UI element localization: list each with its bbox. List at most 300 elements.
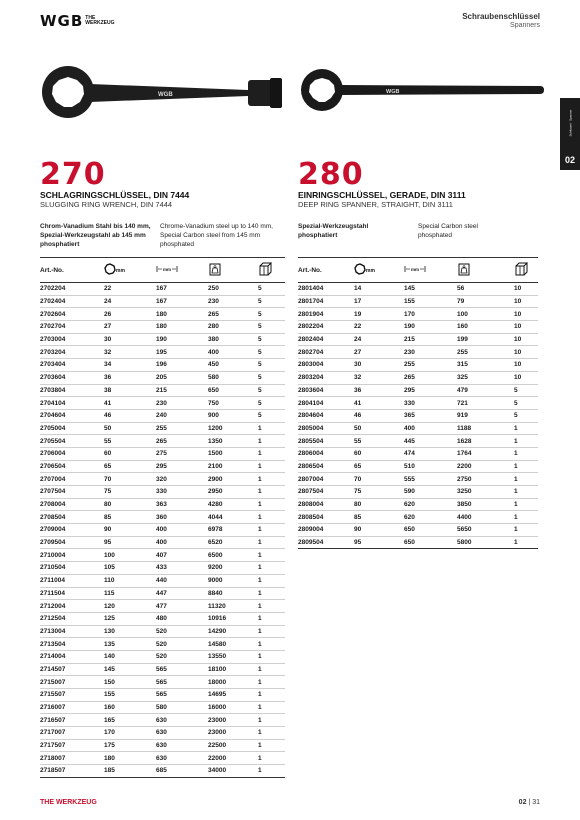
- table-cell: 474: [404, 447, 457, 460]
- col-art-no: Art.-No.: [40, 258, 104, 283]
- table-cell: 433: [156, 562, 208, 575]
- table-row: [298, 295, 538, 308]
- table-cell: 5: [258, 333, 285, 346]
- table-cell: 363: [156, 498, 208, 511]
- table-row: [40, 600, 285, 613]
- table-cell: 5: [258, 371, 285, 384]
- table-cell: 100: [457, 308, 514, 321]
- table-row: [40, 562, 285, 575]
- table-cell: 135: [104, 638, 156, 651]
- table-cell: 1: [258, 714, 285, 727]
- footer-page: 31: [532, 799, 540, 806]
- product-subtitle-270: SLUGGING RING WRENCH, DIN 7444: [40, 200, 173, 209]
- table-cell: 230: [208, 295, 258, 308]
- table-cell: 5: [258, 295, 285, 308]
- table-cell: 145: [104, 663, 156, 676]
- col-weight: [457, 258, 514, 283]
- table-cell: 2703804: [40, 384, 104, 397]
- table-cell: 1: [258, 486, 285, 499]
- table-cell: 6978: [208, 524, 258, 537]
- table-cell: 580: [208, 371, 258, 384]
- table-cell: 275: [156, 447, 208, 460]
- table-cell: 590: [404, 486, 457, 499]
- table-cell: 1: [258, 638, 285, 651]
- table-cell: 5: [514, 384, 538, 397]
- table-cell: 295: [404, 384, 457, 397]
- table-row: [40, 587, 285, 600]
- table-cell: 1: [258, 689, 285, 702]
- table-cell: 2717507: [40, 739, 104, 752]
- table-cell: 27: [104, 321, 156, 334]
- table-cell: 46: [104, 409, 156, 422]
- package-icon: [514, 262, 530, 276]
- table-cell: 250: [208, 283, 258, 296]
- table-cell: 2703404: [40, 359, 104, 372]
- col-ring-size: [354, 258, 404, 283]
- table-cell: 5: [258, 308, 285, 321]
- table-cell: 17: [354, 295, 404, 308]
- table-cell: 80: [354, 498, 404, 511]
- col-package: [514, 258, 538, 283]
- table-cell: 360: [156, 511, 208, 524]
- table-cell: 50: [104, 422, 156, 435]
- table-cell: 2805004: [298, 422, 354, 435]
- table-cell: 255: [156, 422, 208, 435]
- table-cell: 2711504: [40, 587, 104, 600]
- table-cell: 155: [404, 295, 457, 308]
- table-cell: 1: [514, 460, 538, 473]
- table-cell: 315: [457, 359, 514, 372]
- table-cell: 3850: [457, 498, 514, 511]
- table-cell: 480: [156, 612, 208, 625]
- table-cell: 1: [258, 460, 285, 473]
- table-row: [40, 422, 285, 435]
- table-row: [40, 574, 285, 587]
- table-cell: 330: [156, 486, 208, 499]
- table-row: [40, 460, 285, 473]
- table-cell: 1: [514, 435, 538, 448]
- table-cell: 1: [514, 422, 538, 435]
- chapter-tab: [560, 98, 580, 170]
- product-title-280: EINRINGSCHLÜSSEL, GERADE, DIN 3111: [298, 190, 466, 200]
- table-cell: 1: [258, 562, 285, 575]
- footer-separator: |: [528, 799, 531, 806]
- package-icon: [258, 262, 274, 276]
- table-cell: 10: [514, 333, 538, 346]
- footer-section: 02: [518, 799, 527, 806]
- table-cell: 5: [258, 283, 285, 296]
- table-cell: 3250: [457, 486, 514, 499]
- table-cell: 175: [104, 739, 156, 752]
- table-cell: 2807004: [298, 473, 354, 486]
- table-row: [298, 397, 538, 410]
- table-cell: 4400: [457, 511, 514, 524]
- table-cell: 85: [354, 511, 404, 524]
- table-cell: 9200: [208, 562, 258, 575]
- table-cell: 1: [258, 473, 285, 486]
- table-header-row: [40, 258, 285, 283]
- table-row: [40, 333, 285, 346]
- table-row: [298, 371, 538, 384]
- table-row: [40, 511, 285, 524]
- svg-text:mm: mm: [116, 268, 125, 274]
- table-row: [40, 676, 285, 689]
- table-cell: 2804604: [298, 409, 354, 422]
- table-cell: 2707504: [40, 486, 104, 499]
- table-cell: 50: [354, 422, 404, 435]
- length-icon: [156, 264, 178, 274]
- table-cell: 445: [404, 435, 457, 448]
- table-cell: 2705504: [40, 435, 104, 448]
- table-cell: 14290: [208, 625, 258, 638]
- table-cell: 170: [104, 727, 156, 740]
- wrench-brand-label: WGB: [158, 92, 173, 98]
- table-cell: 195: [156, 346, 208, 359]
- table-cell: 2716507: [40, 714, 104, 727]
- table-cell: 440: [156, 574, 208, 587]
- table-cell: 90: [104, 524, 156, 537]
- table-row: [40, 409, 285, 422]
- table-cell: 215: [404, 333, 457, 346]
- table-cell: 10: [514, 371, 538, 384]
- table-cell: 65: [354, 460, 404, 473]
- table-cell: 10: [514, 308, 538, 321]
- table-cell: 630: [156, 752, 208, 765]
- table-cell: 95: [354, 536, 404, 549]
- table-cell: 5800: [457, 536, 514, 549]
- table-cell: 1: [258, 701, 285, 714]
- table-row: [298, 536, 538, 549]
- table-cell: 620: [404, 498, 457, 511]
- table-cell: 190: [156, 333, 208, 346]
- table-cell: 1: [258, 625, 285, 638]
- deep-ring-spanner-image: [296, 62, 546, 122]
- table-cell: 2718007: [40, 752, 104, 765]
- table-cell: 2717007: [40, 727, 104, 740]
- table-cell: 400: [208, 346, 258, 359]
- table-cell: 919: [457, 409, 514, 422]
- table-cell: 1: [258, 587, 285, 600]
- table-cell: 330: [404, 397, 457, 410]
- table-cell: 2710504: [40, 562, 104, 575]
- table-cell: 10: [514, 283, 538, 296]
- table-cell: 24: [354, 333, 404, 346]
- table-cell: 180: [156, 321, 208, 334]
- table-body-280: [298, 283, 538, 549]
- product-desc-de-280: Spezial-Werkzeugstahl phosphatiert: [298, 223, 369, 239]
- table-cell: 565: [156, 676, 208, 689]
- table-row: [40, 650, 285, 663]
- table-cell: 5: [258, 359, 285, 372]
- table-cell: 1: [514, 447, 538, 460]
- table-cell: 36: [104, 371, 156, 384]
- table-cell: 60: [104, 447, 156, 460]
- table-cell: 11320: [208, 600, 258, 613]
- table-row: [40, 524, 285, 537]
- table-cell: 2712504: [40, 612, 104, 625]
- table-cell: 265: [156, 435, 208, 448]
- table-cell: 140: [104, 650, 156, 663]
- product-number-280: 280: [298, 157, 364, 192]
- table-cell: 1: [258, 498, 285, 511]
- table-cell: 555: [404, 473, 457, 486]
- length-icon: [404, 264, 426, 274]
- col-weight: [208, 258, 258, 283]
- table-cell: 2702704: [40, 321, 104, 334]
- table-row: [40, 625, 285, 638]
- table-cell: 4044: [208, 511, 258, 524]
- table-cell: 265: [208, 308, 258, 321]
- table-cell: 520: [156, 625, 208, 638]
- table-cell: 1: [514, 498, 538, 511]
- table-cell: 1: [514, 486, 538, 499]
- table-cell: 10: [514, 346, 538, 359]
- table-row: [40, 549, 285, 562]
- table-cell: 2804104: [298, 397, 354, 410]
- weight-icon: [208, 262, 222, 276]
- table-cell: 240: [156, 409, 208, 422]
- table-cell: 90: [354, 524, 404, 537]
- chapter-number: 02: [564, 155, 575, 165]
- table-cell: 2809504: [298, 536, 354, 549]
- table-cell: 1: [258, 574, 285, 587]
- table-cell: 14: [354, 283, 404, 296]
- table-row: [40, 359, 285, 372]
- table-row: [298, 409, 538, 422]
- table-row: [40, 727, 285, 740]
- table-cell: 2702404: [40, 295, 104, 308]
- table-cell: 23000: [208, 714, 258, 727]
- table-row: [40, 371, 285, 384]
- table-row: [40, 308, 285, 321]
- table-cell: 18000: [208, 676, 258, 689]
- table-cell: 155: [104, 689, 156, 702]
- table-cell: 36: [354, 384, 404, 397]
- table-cell: 22500: [208, 739, 258, 752]
- table-row: [40, 663, 285, 676]
- table-row: [298, 422, 538, 435]
- table-cell: 5: [514, 409, 538, 422]
- table-cell: 110: [104, 574, 156, 587]
- table-cell: 2708504: [40, 511, 104, 524]
- table-cell: 160: [104, 701, 156, 714]
- spanner-brand-label: WGB: [386, 89, 400, 95]
- table-cell: 2705004: [40, 422, 104, 435]
- table-cell: 1: [258, 727, 285, 740]
- logo-sub-line-1: THE: [85, 15, 96, 21]
- table-cell: 5: [258, 346, 285, 359]
- table-cell: 215: [156, 384, 208, 397]
- table-cell: 1: [258, 739, 285, 752]
- table-cell: 721: [457, 397, 514, 410]
- table-cell: 520: [156, 650, 208, 663]
- table-cell: 75: [104, 486, 156, 499]
- table-cell: 41: [354, 397, 404, 410]
- col-ring-size: [104, 258, 156, 283]
- table-row: [40, 765, 285, 778]
- table-cell: 170: [404, 308, 457, 321]
- table-cell: 19: [354, 308, 404, 321]
- table-cell: 10: [514, 295, 538, 308]
- table-cell: 1188: [457, 422, 514, 435]
- table-cell: 70: [104, 473, 156, 486]
- table-row: [40, 295, 285, 308]
- table-cell: 1: [258, 752, 285, 765]
- table-cell: 2808004: [298, 498, 354, 511]
- table-row: [40, 689, 285, 702]
- table-cell: 2900: [208, 473, 258, 486]
- table-cell: 95: [104, 536, 156, 549]
- table-cell: 900: [208, 409, 258, 422]
- product-subtitle-280: DEEP RING SPANNER, STRAIGHT, DIN 3111: [298, 200, 453, 209]
- table-cell: 1: [514, 473, 538, 486]
- table-cell: 150: [104, 676, 156, 689]
- table-cell: 70: [354, 473, 404, 486]
- table-cell: 2802404: [298, 333, 354, 346]
- table-cell: 1: [258, 447, 285, 460]
- table-row: [40, 714, 285, 727]
- table-cell: 2715007: [40, 676, 104, 689]
- table-row: [298, 435, 538, 448]
- table-row: [40, 638, 285, 651]
- table-cell: 2704604: [40, 409, 104, 422]
- spec-table-270: [40, 257, 285, 778]
- logo-subtext: [85, 16, 114, 26]
- table-cell: 55: [104, 435, 156, 448]
- table-cell: 1: [258, 524, 285, 537]
- table-cell: 1: [514, 524, 538, 537]
- page-number: [519, 799, 540, 806]
- ring-size-icon: [104, 263, 126, 275]
- table-cell: 1: [514, 536, 538, 549]
- table-cell: 1200: [208, 422, 258, 435]
- table-cell: 199: [457, 333, 514, 346]
- table-cell: 2718507: [40, 765, 104, 778]
- table-row: [298, 486, 538, 499]
- table-cell: 2803604: [298, 384, 354, 397]
- table-cell: 10916: [208, 612, 258, 625]
- logo-mark: WGB: [40, 12, 84, 30]
- table-cell: 1350: [208, 435, 258, 448]
- svg-text:mm: mm: [163, 267, 172, 272]
- table-cell: 4280: [208, 498, 258, 511]
- product-title-270: SCHLAGRINGSCHLÜSSEL, DIN 7444: [40, 190, 190, 200]
- table-cell: 2806504: [298, 460, 354, 473]
- table-cell: 5: [514, 397, 538, 410]
- table-row: [40, 498, 285, 511]
- table-row: [298, 359, 538, 372]
- col-art-no: Art.-No.: [298, 258, 354, 283]
- table-cell: 165: [104, 714, 156, 727]
- table-cell: 115: [104, 587, 156, 600]
- table-cell: 26: [104, 308, 156, 321]
- table-cell: 580: [156, 701, 208, 714]
- table-cell: 2801404: [298, 283, 354, 296]
- ring-size-icon: [354, 263, 376, 275]
- table-cell: 650: [404, 536, 457, 549]
- table-cell: 1: [258, 536, 285, 549]
- table-cell: 2200: [457, 460, 514, 473]
- table-cell: 407: [156, 549, 208, 562]
- table-cell: 2713504: [40, 638, 104, 651]
- table-cell: 2709004: [40, 524, 104, 537]
- table-row: [298, 473, 538, 486]
- table-cell: 2711004: [40, 574, 104, 587]
- section-title: Schraubenschlüssel: [462, 12, 540, 21]
- table-cell: 2708004: [40, 498, 104, 511]
- table-cell: 34: [104, 359, 156, 372]
- table-row: [298, 511, 538, 524]
- table-body-270: [40, 283, 285, 778]
- table-cell: 16000: [208, 701, 258, 714]
- table-cell: 510: [404, 460, 457, 473]
- table-cell: 2707004: [40, 473, 104, 486]
- table-cell: 265: [404, 371, 457, 384]
- table-cell: 2704104: [40, 397, 104, 410]
- table-cell: 125: [104, 612, 156, 625]
- table-row: [298, 447, 538, 460]
- product-desc-en-270: Chrome-Vanadium steel up to 140 mm, Special Carbon steel from 145 mm phosphated: [160, 223, 273, 248]
- chapter-tab-label: Schlüssel · Spanner: [568, 109, 573, 137]
- table-cell: 2750: [457, 473, 514, 486]
- table-cell: 2713004: [40, 625, 104, 638]
- table-row: [40, 752, 285, 765]
- table-cell: 30: [104, 333, 156, 346]
- table-row: [298, 384, 538, 397]
- table-cell: 1764: [457, 447, 514, 460]
- table-row: [40, 612, 285, 625]
- table-cell: 65: [104, 460, 156, 473]
- table-cell: 620: [404, 511, 457, 524]
- table-cell: 105: [104, 562, 156, 575]
- table-cell: 750: [208, 397, 258, 410]
- table-row: [40, 384, 285, 397]
- table-cell: 2806004: [298, 447, 354, 460]
- table-cell: 1: [258, 422, 285, 435]
- table-row: [298, 308, 538, 321]
- table-cell: 450: [208, 359, 258, 372]
- table-cell: 2801904: [298, 308, 354, 321]
- weight-icon: [457, 262, 471, 276]
- table-cell: 2808504: [298, 511, 354, 524]
- table-row: [40, 447, 285, 460]
- table-cell: 2706504: [40, 460, 104, 473]
- table-cell: 1: [258, 676, 285, 689]
- table-cell: 325: [457, 371, 514, 384]
- table-cell: 167: [156, 283, 208, 296]
- table-cell: 630: [156, 727, 208, 740]
- col-length: [404, 258, 457, 283]
- table-cell: 190: [404, 321, 457, 334]
- table-cell: 32: [354, 371, 404, 384]
- brand-logo: [40, 12, 114, 30]
- table-row: [298, 460, 538, 473]
- product-number-270: 270: [40, 157, 106, 192]
- table-cell: 2803204: [298, 371, 354, 384]
- table-cell: 1: [514, 511, 538, 524]
- table-row: [298, 498, 538, 511]
- table-row: [40, 473, 285, 486]
- table-cell: 46: [354, 409, 404, 422]
- table-cell: 55: [354, 435, 404, 448]
- table-cell: 130: [104, 625, 156, 638]
- table-cell: 2703204: [40, 346, 104, 359]
- table-cell: 520: [156, 638, 208, 651]
- table-cell: 22000: [208, 752, 258, 765]
- table-cell: 100: [104, 549, 156, 562]
- table-cell: 24: [104, 295, 156, 308]
- table-row: [40, 435, 285, 448]
